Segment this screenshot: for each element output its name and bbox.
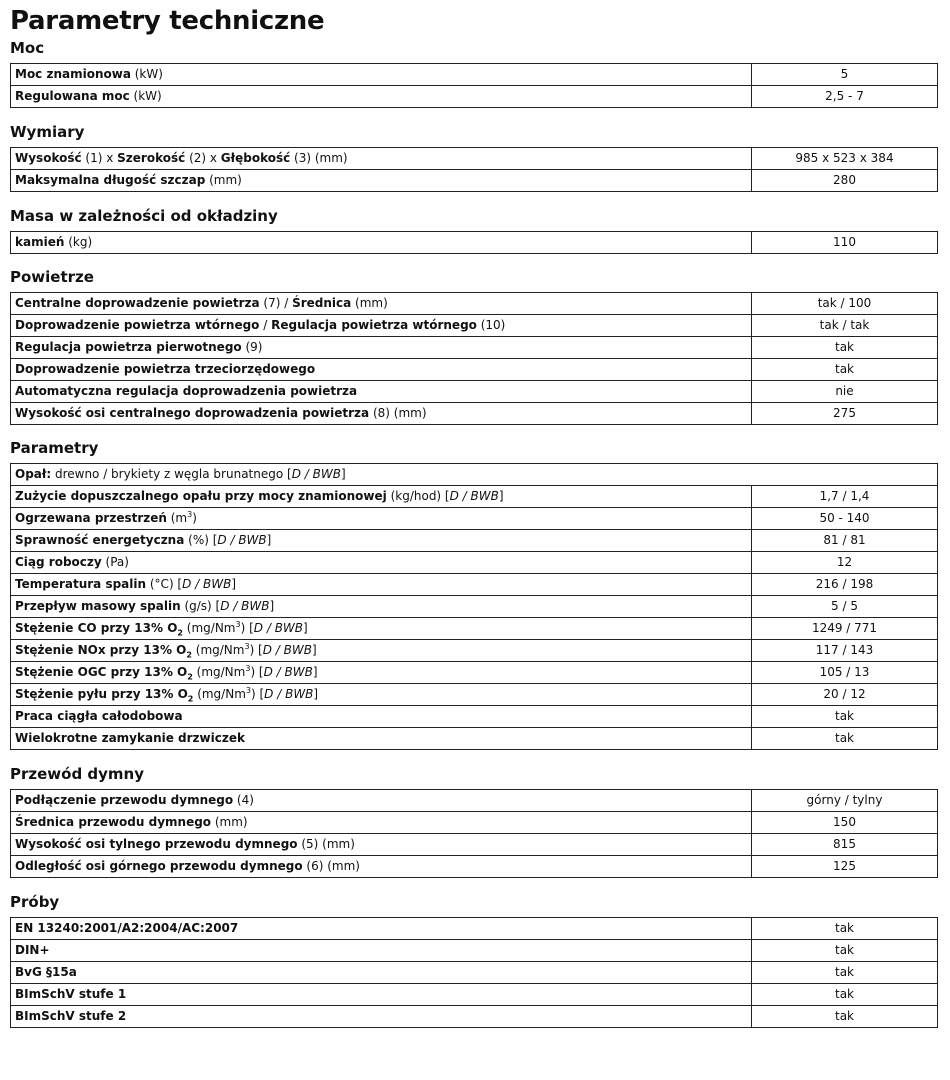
label-part: BImSchV stufe 2 bbox=[15, 1009, 127, 1023]
label-part: Stężenie OGC przy 13% O bbox=[15, 665, 188, 679]
param-value: tak bbox=[752, 962, 938, 984]
table-row bbox=[11, 552, 938, 574]
label-part: 2 bbox=[186, 650, 192, 660]
table-row bbox=[11, 293, 938, 315]
param-value: 105 / 13 bbox=[752, 662, 938, 684]
label-part: (g/s) [ bbox=[180, 599, 221, 613]
label-part: (mm) bbox=[351, 296, 388, 310]
param-label bbox=[11, 464, 938, 486]
param-value: 20 / 12 bbox=[752, 684, 938, 706]
label-part: ] bbox=[312, 643, 317, 657]
section-title: Wymiary bbox=[10, 123, 85, 141]
label-part: Wysokość bbox=[15, 151, 82, 165]
label-part: ) [ bbox=[250, 687, 265, 701]
label-part: Doprowadzenie powietrza trzeciorzędowego bbox=[15, 362, 316, 376]
label-part: Stężenie pyłu przy 13% O bbox=[15, 687, 188, 701]
label-part: drewno / brykiety z węgla brunatnego [ bbox=[51, 467, 292, 481]
param-label bbox=[11, 337, 752, 359]
param-value: tak bbox=[752, 1006, 938, 1028]
param-label bbox=[11, 552, 752, 574]
table-row bbox=[11, 940, 938, 962]
param-label bbox=[11, 1006, 752, 1028]
param-label bbox=[11, 530, 752, 552]
label-part: Regulowana moc bbox=[15, 89, 130, 103]
label-part: ) [ bbox=[250, 665, 264, 679]
section-title: Powietrze bbox=[10, 268, 94, 286]
spec-table bbox=[10, 463, 938, 750]
table-row bbox=[11, 170, 938, 192]
param-label bbox=[11, 856, 752, 878]
label-part: Opał: bbox=[15, 467, 52, 481]
label-part: 2 bbox=[187, 672, 193, 682]
table-row bbox=[11, 684, 938, 706]
table-row bbox=[11, 315, 938, 337]
label-part: D / BWB bbox=[253, 621, 304, 635]
label-part: D / BWB bbox=[182, 577, 232, 591]
label-part: 3 bbox=[235, 620, 241, 629]
table-row bbox=[11, 856, 938, 878]
param-label bbox=[11, 486, 752, 508]
spec-table bbox=[10, 63, 938, 108]
table-row bbox=[11, 812, 938, 834]
table-row bbox=[11, 984, 938, 1006]
spec-page bbox=[10, 4, 937, 1028]
label-part: (9) bbox=[241, 340, 263, 354]
label-part: ] bbox=[340, 467, 346, 481]
param-label bbox=[11, 728, 752, 750]
label-part: (mm) bbox=[205, 173, 242, 187]
label-part: 3 bbox=[245, 686, 251, 695]
label-part: (1) x bbox=[81, 151, 118, 165]
label-part: Szerokość bbox=[117, 151, 186, 165]
label-part: Zużycie dopuszczalnego opału przy mocy znamionowej bbox=[15, 489, 387, 503]
label-part: Odległość osi górnego przewodu dymnego bbox=[15, 859, 303, 873]
param-label bbox=[11, 232, 752, 254]
label-part: 3 bbox=[244, 642, 250, 651]
label-part: ] bbox=[303, 621, 308, 635]
table-row bbox=[11, 662, 938, 684]
param-label bbox=[11, 170, 752, 192]
param-label bbox=[11, 359, 752, 381]
label-part: Głębokość bbox=[220, 151, 291, 165]
param-value: tak bbox=[752, 728, 938, 750]
section-title: Parametry bbox=[10, 439, 99, 457]
label-part: Stężenie NOx przy 13% O bbox=[15, 643, 187, 657]
param-value: tak bbox=[752, 337, 938, 359]
param-label bbox=[11, 148, 752, 170]
param-value: 150 bbox=[752, 812, 938, 834]
label-part: Regulacja powietrza wtórnego bbox=[271, 318, 477, 332]
label-part: ] bbox=[269, 599, 275, 613]
param-label bbox=[11, 640, 752, 662]
label-part: Automatyczna regulacja doprowadzenia powietrza bbox=[15, 384, 358, 398]
label-part: (mg/Nm bbox=[182, 621, 236, 635]
param-value: tak bbox=[752, 359, 938, 381]
param-label bbox=[11, 940, 752, 962]
label-part: (m bbox=[166, 511, 188, 525]
param-label bbox=[11, 812, 752, 834]
param-label bbox=[11, 662, 752, 684]
label-part: D / BWB bbox=[217, 533, 267, 547]
table-row bbox=[11, 834, 938, 856]
sections-container bbox=[10, 38, 937, 1028]
param-label bbox=[11, 918, 752, 940]
spec-table bbox=[10, 147, 938, 192]
label-part: Wysokość osi tylnego przewodu dymnego bbox=[15, 837, 298, 851]
param-value: 12 bbox=[752, 552, 938, 574]
label-part: (mg/Nm bbox=[192, 665, 246, 679]
param-value: 275 bbox=[752, 403, 938, 425]
param-value: 2,5 - 7 bbox=[752, 86, 938, 108]
label-part: (8) (mm) bbox=[369, 406, 427, 420]
param-value: 117 / 143 bbox=[752, 640, 938, 662]
param-label bbox=[11, 962, 752, 984]
label-part: BvG §15a bbox=[15, 965, 77, 979]
label-part: Średnica przewodu dymnego bbox=[15, 815, 212, 829]
section-title: Próby bbox=[10, 893, 60, 911]
label-part: (%) [ bbox=[184, 533, 218, 547]
param-value: tak bbox=[752, 918, 938, 940]
label-part: D / BWB bbox=[264, 687, 314, 701]
table-row bbox=[11, 962, 938, 984]
label-part: Centralne doprowadzenie powietrza bbox=[15, 296, 260, 310]
param-value: tak bbox=[752, 706, 938, 728]
param-label bbox=[11, 508, 752, 530]
param-label bbox=[11, 790, 752, 812]
label-part: Maksymalna długość szczap bbox=[15, 173, 206, 187]
label-part: Przepływ masowy spalin bbox=[15, 599, 181, 613]
label-part: ] bbox=[231, 577, 237, 591]
table-row bbox=[11, 508, 938, 530]
table-row bbox=[11, 359, 938, 381]
label-part: (°C) [ bbox=[146, 577, 183, 591]
label-part: 2 bbox=[187, 694, 194, 704]
label-part: (mg/Nm bbox=[191, 643, 245, 657]
spec-table bbox=[10, 917, 938, 1028]
label-part: Stężenie CO przy 13% O bbox=[15, 621, 178, 635]
label-part: 3 bbox=[187, 510, 193, 519]
label-part: / bbox=[259, 318, 272, 332]
param-label bbox=[11, 64, 752, 86]
param-label bbox=[11, 293, 752, 315]
table-row bbox=[11, 790, 938, 812]
param-label bbox=[11, 834, 752, 856]
label-part: (mm) bbox=[211, 815, 248, 829]
table-row bbox=[11, 337, 938, 359]
param-value: 5 bbox=[752, 64, 938, 86]
table-row bbox=[11, 1006, 938, 1028]
label-part: ] bbox=[312, 665, 318, 679]
table-row bbox=[11, 728, 938, 750]
label-part: ) bbox=[192, 511, 197, 525]
table-row bbox=[11, 403, 938, 425]
spec-table bbox=[10, 789, 938, 878]
param-label bbox=[11, 574, 752, 596]
param-label bbox=[11, 86, 752, 108]
table-row bbox=[11, 64, 938, 86]
param-value: 50 - 140 bbox=[752, 508, 938, 530]
section-title: Moc bbox=[10, 39, 45, 57]
param-value: 110 bbox=[752, 232, 938, 254]
label-part: (4) bbox=[233, 793, 254, 807]
label-part: D / BWB bbox=[291, 467, 341, 481]
param-value: 1249 / 771 bbox=[752, 618, 938, 640]
label-part: (kg) bbox=[64, 235, 93, 249]
label-part: (3) (mm) bbox=[290, 151, 348, 165]
label-part: 2 bbox=[177, 628, 183, 638]
param-label bbox=[11, 684, 752, 706]
table-row bbox=[11, 640, 938, 662]
label-part: Praca ciągła całodobowa bbox=[15, 709, 183, 723]
param-value: tak / tak bbox=[752, 315, 938, 337]
table-row bbox=[11, 148, 938, 170]
param-value: tak bbox=[752, 940, 938, 962]
param-label bbox=[11, 403, 752, 425]
label-part: (kg/hod) [ bbox=[386, 489, 450, 503]
param-value: górny / tylny bbox=[752, 790, 938, 812]
label-part: Sprawność energetyczna bbox=[15, 533, 185, 547]
label-part: (10) bbox=[476, 318, 506, 332]
label-part: Doprowadzenie powietrza wtórnego bbox=[15, 318, 260, 332]
label-part: (kW) bbox=[129, 89, 162, 103]
label-part: DIN+ bbox=[15, 943, 50, 957]
param-label bbox=[11, 315, 752, 337]
table-row bbox=[11, 918, 938, 940]
spec-table bbox=[10, 231, 938, 254]
label-part: Średnica bbox=[292, 296, 352, 310]
label-part: (6) (mm) bbox=[302, 859, 360, 873]
param-value: 81 / 81 bbox=[752, 530, 938, 552]
label-part: (Pa) bbox=[101, 555, 129, 569]
section-title: Masa w zależności od okładziny bbox=[10, 207, 278, 225]
param-value: nie bbox=[752, 381, 938, 403]
label-part: Temperatura spalin bbox=[15, 577, 147, 591]
param-value: 125 bbox=[752, 856, 938, 878]
label-part: (2) x bbox=[185, 151, 221, 165]
table-row bbox=[11, 706, 938, 728]
label-part: (kW) bbox=[130, 67, 163, 81]
label-part: EN 13240:2001/A2:2004/AC:2007 bbox=[15, 921, 239, 935]
table-row bbox=[11, 381, 938, 403]
label-part: ) [ bbox=[240, 621, 254, 635]
label-part: Regulacja powietrza pierwotnego bbox=[15, 340, 242, 354]
label-part: Wielokrotne zamykanie drzwiczek bbox=[15, 731, 245, 745]
param-value: tak bbox=[752, 984, 938, 1006]
param-value: 815 bbox=[752, 834, 938, 856]
table-row bbox=[11, 232, 938, 254]
label-part: Ciąg roboczy bbox=[15, 555, 102, 569]
table-row bbox=[11, 86, 938, 108]
table-row bbox=[11, 618, 938, 640]
label-part: D / BWB bbox=[263, 665, 313, 679]
table-row bbox=[11, 596, 938, 618]
spec-table bbox=[10, 292, 938, 425]
label-part: ) [ bbox=[249, 643, 263, 657]
param-value: 5 / 5 bbox=[752, 596, 938, 618]
label-part: D / BWB bbox=[449, 489, 499, 503]
label-part: kamień bbox=[15, 235, 65, 249]
label-part: ] bbox=[313, 687, 319, 701]
label-part: ] bbox=[498, 489, 504, 503]
table-row bbox=[11, 464, 938, 486]
label-part: Moc znamionowa bbox=[15, 67, 131, 81]
param-value: 985 x 523 x 384 bbox=[752, 148, 938, 170]
label-part: 3 bbox=[245, 664, 251, 673]
param-label bbox=[11, 596, 752, 618]
param-label bbox=[11, 381, 752, 403]
table-row bbox=[11, 574, 938, 596]
param-value: 280 bbox=[752, 170, 938, 192]
label-part: D / BWB bbox=[262, 643, 312, 657]
param-label bbox=[11, 706, 752, 728]
table-row bbox=[11, 530, 938, 552]
label-part: Podłączenie przewodu dymnego bbox=[15, 793, 234, 807]
label-part: (7) / bbox=[259, 296, 293, 310]
table-row bbox=[11, 486, 938, 508]
label-part: BImSchV stufe 1 bbox=[15, 987, 127, 1001]
label-part: (5) (mm) bbox=[297, 837, 355, 851]
param-value: tak / 100 bbox=[752, 293, 938, 315]
label-part: (mg/Nm bbox=[193, 687, 246, 701]
param-value: 216 / 198 bbox=[752, 574, 938, 596]
label-part: ] bbox=[266, 533, 272, 547]
param-label bbox=[11, 618, 752, 640]
param-label bbox=[11, 984, 752, 1006]
section-title: Przewód dymny bbox=[10, 765, 145, 783]
label-part: D / BWB bbox=[220, 599, 270, 613]
param-value: 1,7 / 1,4 bbox=[752, 486, 938, 508]
label-part: Wysokość osi centralnego doprowadzenia powietrza bbox=[15, 406, 370, 420]
label-part: Ogrzewana przestrzeń bbox=[15, 511, 167, 525]
page-title: Parametry techniczne bbox=[10, 6, 325, 36]
